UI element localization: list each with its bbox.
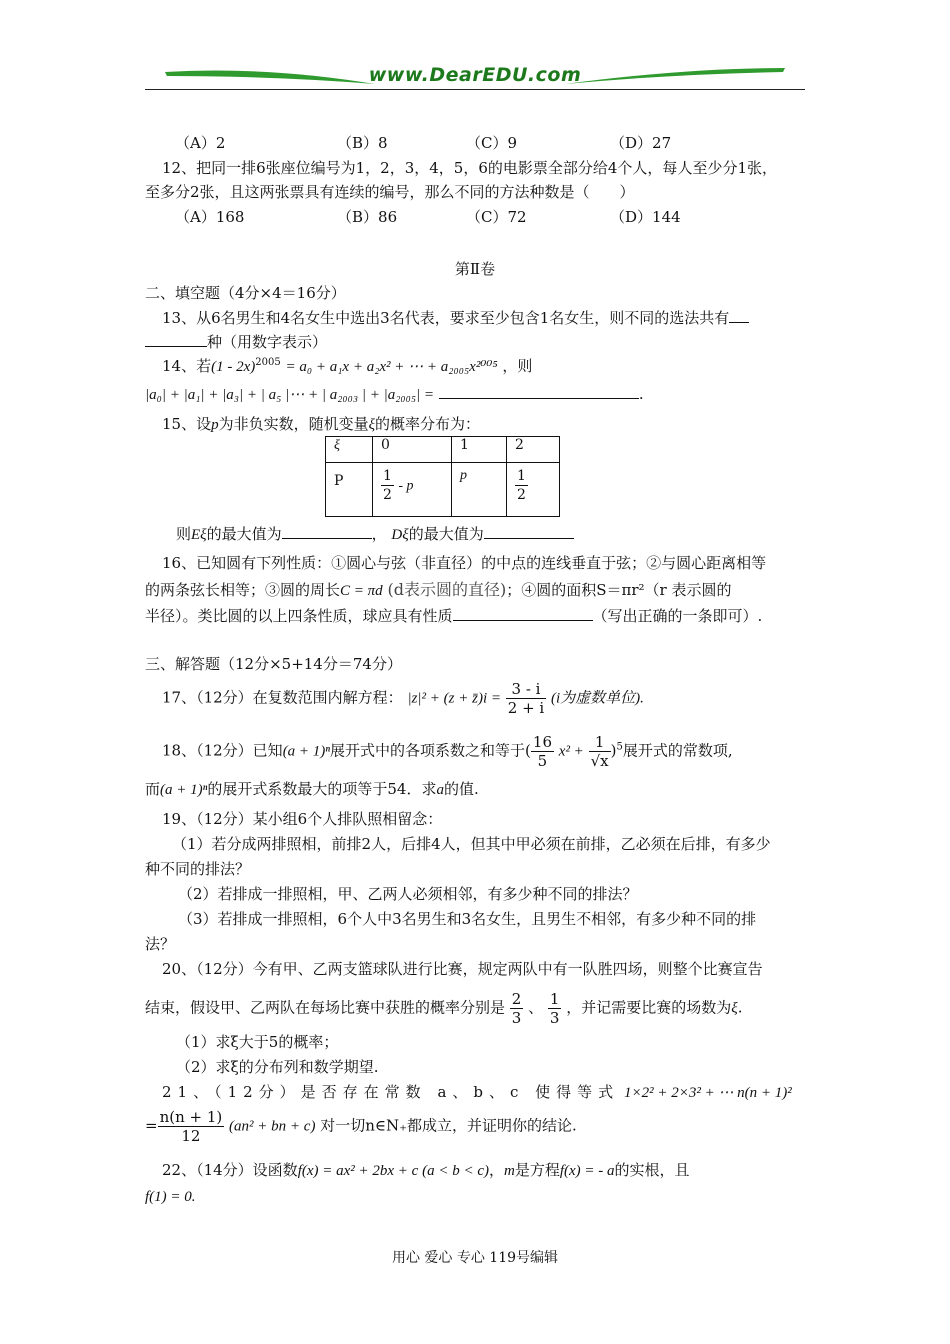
- q18-exp: 5: [616, 741, 623, 753]
- q15-answer-line: [176, 523, 574, 544]
- q15-probability-table: [325, 436, 560, 517]
- q13-line2: [145, 331, 327, 352]
- q20-f1d: 3: [511, 1009, 522, 1027]
- q14-abs-sum: |a₀| + |a₁| + |a₃| + | a₅ |⋯ + | a₂₀₀₃ | + |a₂₀₀₅| =: [145, 387, 435, 403]
- q20-frac-2: [548, 990, 562, 1027]
- q19-part1-line1: （1）若分成两排照相，前排2人，后排4人，但其中甲必须在前排，乙必须在后排，有多少: [172, 835, 771, 853]
- q15-c1-den: 2: [383, 487, 392, 503]
- q18-frac-1: [531, 733, 554, 770]
- q15-blank-2: [484, 524, 574, 539]
- q16-line3: [145, 605, 762, 626]
- q12-line2: 至多分2张，且这两张票具有连续的编号，那么不同的方法种数是（ ）: [145, 183, 635, 201]
- q15-c1-num: 1: [383, 468, 392, 484]
- q11-option-b: （B）8: [337, 134, 388, 152]
- q22-func: f(x) = ax² + 2bx + c (a < b < c): [297, 1163, 489, 1179]
- q18-line2c: 的值.: [443, 780, 479, 798]
- q22-line1d: 的实根，且: [614, 1161, 690, 1179]
- q19-intro: 19、（12分）某小组6个人排队照相留念：: [162, 810, 443, 828]
- q17-num: 3 - i: [506, 680, 546, 699]
- q18-den1: 5: [537, 752, 548, 770]
- q15-th-1: 1: [452, 437, 507, 463]
- q13-blank-2: [145, 332, 207, 347]
- q15-cell-p0: [373, 463, 452, 517]
- q11-option-a: （A）2: [175, 134, 226, 152]
- q12-option-b: （B）86: [337, 208, 398, 226]
- q20-f2n: 1: [549, 990, 560, 1008]
- q16-blank: [453, 606, 593, 621]
- q15-blank-1: [282, 524, 372, 539]
- q15-intro-b: 为非负实数，随机变量: [218, 415, 369, 433]
- q20-line1: 20、（12分）今有甲、乙两支篮球队进行比赛，规定两队中有一队胜四场，则整个比赛宣告: [162, 960, 763, 978]
- q17-den: 2 + i: [507, 699, 545, 717]
- section2-title: 二、填空题（4分×4＝16分）: [145, 284, 346, 302]
- q16-line2c: ；④圆的面积S＝πr²（r 表示圆的: [506, 581, 732, 599]
- footer-credit: 用心 爱心 专心 119号编辑: [391, 1250, 559, 1266]
- q15-ans-b: 的最大值为: [206, 525, 282, 543]
- q16-line2b: (d表示圆的直径): [387, 580, 507, 599]
- q15-ans-c: ，: [371, 525, 387, 543]
- q18-base: (a + 1)ⁿ: [282, 743, 331, 760]
- q15-intro-c: 的概率分布为：: [375, 415, 481, 433]
- q14-tail: ，则: [502, 357, 533, 375]
- q15-c2: p: [460, 468, 467, 483]
- q14-prefix: 14、若: [162, 357, 212, 375]
- q15-cell-p2: [507, 463, 560, 517]
- q20-line2: [145, 990, 742, 1027]
- q22-eqn: f(x) = - a: [559, 1163, 615, 1179]
- q15-cell-p0-frac: [381, 467, 394, 504]
- q16-line2: [145, 577, 731, 600]
- q18-mid: 展开式中的各项系数之和等于: [330, 741, 526, 760]
- q18-frac-2: [589, 733, 611, 770]
- q21-num: n(n + 1): [159, 1108, 223, 1126]
- q20-f1n: 2: [511, 990, 522, 1008]
- q18-den2: √x: [590, 752, 609, 770]
- q20-f2d: 3: [549, 1009, 560, 1027]
- q18-num2: 1: [589, 733, 611, 752]
- q14-blank: [439, 384, 639, 399]
- q12-line1: 12、把同一排6张座位编号为1，2，3，4，5，6的电影票全部分给4个人，每人至少分1张，: [162, 159, 777, 177]
- q20-frac-1: [510, 990, 524, 1027]
- q18-line2: [145, 778, 479, 799]
- q15-table-p-row: [326, 463, 560, 517]
- q20-part2: （2）求ξ的分布列和数学期望.: [176, 1058, 379, 1076]
- q19-part3-line2: 法？: [145, 935, 176, 953]
- q15-th-xi-text: ξ: [334, 438, 340, 453]
- q21-line1: [162, 1081, 792, 1102]
- q19-part1-line2: 种不同的排法？: [145, 860, 251, 878]
- section3-title: 三、解答题（12分×5+14分＝74分）: [145, 655, 402, 673]
- q12-option-c: （C）72: [466, 208, 527, 226]
- q15-c1-tail: - p: [398, 478, 414, 494]
- q20-line2b: ，并记需要比赛的场数为: [566, 998, 732, 1017]
- q21-lhs: 1×2² + 2×3² + ⋯ n(n + 1)²: [623, 1085, 792, 1101]
- q15-th-0: 0: [373, 437, 452, 463]
- q17-prefix: 17、（12分）在复数范围内解方程：: [162, 688, 403, 707]
- q18-expr-x: x² +: [558, 743, 584, 760]
- q15-cell-p1: [452, 463, 507, 517]
- q20-line2a: 结束，假设甲、乙两队在每场比赛中获胜的概率分别是: [145, 998, 506, 1017]
- q18-line2-base: (a + 1)ⁿ: [160, 782, 208, 798]
- header-rule: [145, 89, 805, 90]
- q22-line1b: ，: [488, 1161, 504, 1179]
- q15-p: p: [211, 417, 219, 433]
- q14-line1: [162, 355, 532, 376]
- q15-cell-p2-frac: [515, 467, 528, 504]
- q21-tail: 对一切n∈N₊都成立，并证明你的结论.: [320, 1116, 577, 1135]
- q21-rhs: (an² + bn + c): [229, 1118, 316, 1135]
- q20-xi: ξ: [731, 1000, 738, 1017]
- q18-prefix: 18、（12分）已知: [162, 741, 283, 760]
- q19-part2: （2）若排成一排照相，甲、乙两人必须相邻，有多少种不同的排法？: [178, 885, 638, 903]
- logo-text: www.DearEDU.com: [368, 64, 582, 86]
- q15-c3-num: 1: [517, 468, 526, 484]
- q17-line: [162, 680, 644, 717]
- q22-line1a: 22、（14分）设函数: [162, 1161, 298, 1179]
- q15-intro-a: 15、设: [162, 415, 212, 433]
- q12-option-d: （D）144: [610, 208, 681, 226]
- q13-text: 13、从6名男生和4名女生中选出3名代表，要求至少包含1名女生，则不同的选法共有: [162, 309, 730, 327]
- q17-frac: [506, 680, 546, 717]
- q16-line2a: 的两条弦长相等；③圆的周长: [145, 581, 341, 599]
- q14-rhs: = a₀ + a₁x + a₂x² + ⋯ + a₂₀₀₅x²⁰⁰⁵: [285, 359, 498, 375]
- q14-line2: |a₀| + |a₁| + |a₃| + | a₅ |⋯ + | a₂₀₀₃ | + |a₂₀₀₅| = .: [145, 385, 644, 403]
- q22-m: m: [504, 1163, 515, 1179]
- q15-xi: ξ: [368, 417, 376, 433]
- q21-frac: [158, 1108, 225, 1145]
- q22-line1: [162, 1159, 690, 1180]
- q14-base: (1 - 2x): [211, 359, 256, 375]
- q18-line2-a: a: [436, 782, 444, 798]
- q20-sep: 、: [528, 998, 544, 1017]
- q18-line2b: 的展开式系数最大的项等于54．求: [207, 780, 437, 798]
- q16-line3-text: 半径）。类比圆的以上四条性质，球应具有性质: [145, 607, 453, 625]
- q15-ans-f: 的最大值为: [408, 525, 484, 543]
- q15-row-label: P: [326, 463, 373, 517]
- q20-line2c: .: [737, 998, 743, 1017]
- q15-th-xi: [326, 437, 373, 463]
- q13-line1: [162, 307, 749, 328]
- q11-option-d: （D）27: [610, 134, 672, 152]
- q22-line1c: 是方程: [514, 1161, 560, 1179]
- q16-line1: 16、已知圆有下列性质：①圆心与弦（非直径）的中点的连线垂直于弦；②与圆心距离相等: [162, 554, 767, 572]
- part2-title: 第Ⅱ卷: [454, 260, 496, 278]
- q15-intro: [162, 413, 480, 434]
- q18-tail: 展开式的常数项,: [622, 741, 733, 760]
- q21-den: 12: [181, 1127, 201, 1145]
- q15-c3-den: 2: [517, 487, 526, 503]
- q18-line1: 18、（12分）已知(a + 1)ⁿ展开式中的各项系数之和等于( $\frac{16}{5}$ x² + $\frac{1}{√x}$ )$^5$展开式的常数项,: [162, 733, 733, 770]
- q17-lhs: |z|² + (z + z̄)i =: [407, 690, 501, 707]
- q15-e-xi: Eξ: [191, 527, 207, 543]
- q16-line3-tail: （写出正确的一条即可）.: [592, 607, 763, 625]
- q22-f1: f(1) = 0.: [145, 1189, 196, 1205]
- q15-d-xi: Dξ: [391, 527, 409, 543]
- q20-part1: （1）求ξ大于5的概率；: [176, 1033, 339, 1051]
- q14-exp: 2005: [255, 357, 281, 368]
- q18-num1: 16: [532, 733, 552, 751]
- q13-tail: 种（用数字表示）: [207, 333, 328, 351]
- q18-line2a: 而: [145, 780, 161, 798]
- q16-formula: C = πd: [340, 583, 383, 599]
- q15-table-header-row: [326, 437, 560, 463]
- q11-option-c: （C）9: [466, 134, 518, 152]
- q21-line2: [145, 1108, 577, 1145]
- q21-eq: =: [145, 1116, 158, 1135]
- q19-part3-line1: （3）若排成一排照相，6个人中3名男生和3名女生，且男生不相邻，有多少种不同的排: [178, 910, 757, 928]
- q15-ans-a: 则: [176, 525, 192, 543]
- q15-th-2: 2: [507, 437, 560, 463]
- q12-option-a: （A）168: [175, 208, 245, 226]
- q22-line2: [145, 1187, 196, 1206]
- q17-tail: (i为虚数单位).: [551, 690, 644, 707]
- q21-text: 21、（12分）是否存在常数 a、b、c 使得等式: [162, 1083, 620, 1101]
- q13-blank: [729, 308, 749, 323]
